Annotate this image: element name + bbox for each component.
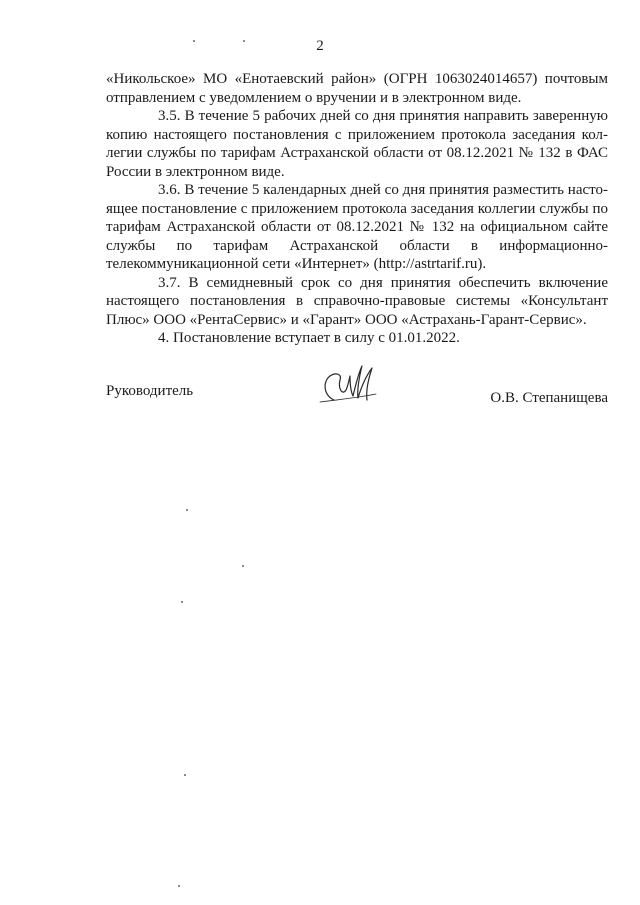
paragraph-4: 4. Постановление вступает в силу с 01.01.2022.	[158, 330, 460, 346]
scan-speck	[243, 40, 245, 42]
handwritten-signature	[316, 360, 396, 408]
scan-speck	[242, 565, 244, 567]
scan-speck	[181, 601, 183, 603]
document-body	[106, 70, 608, 348]
page-number: 2	[316, 38, 324, 54]
scan-speck	[193, 40, 195, 42]
paragraph-3-7: 3.7. В семидневный срок со дня принятия обеспечить включение настоящего постановления в справочно-правовые системы «Консультант Плюс» ООО «РентаСервис» и «Гарант» ООО «Астрахань-Гарант-Сервис».	[106, 274, 608, 328]
paragraph-3-6: 3.6. В течение 5 календарных дней со дня принятия разместить настоящее постановление с приложением протокола заседания коллегии службы по тарифам Астраханской области от 08.12.2021 № 132 на официальном сайте службы по тарифам Астраханской области в информационно-телекоммуникационной сети «Интернет» (http://astrtarif.ru).	[106, 182, 608, 272]
scan-speck	[186, 509, 188, 511]
paragraph-continuation: «Никольское» МО «Енотаевский район» (ОГРН 1063024014657) почтовым отправлением с уведомлением о вручении и в электронном виде.	[106, 71, 608, 106]
signer-title: Руководитель	[106, 383, 194, 399]
scan-speck	[184, 774, 186, 776]
scan-speck	[178, 885, 180, 887]
signer-name: О.В. Степанищева	[490, 390, 608, 406]
signature-block	[106, 360, 608, 410]
paragraph-3-5: 3.5. В течение 5 рабочих дней со дня принятия направить заверенную копию настоящего постановления с приложением протокола заседания коллегии службы по тарифам Астраханской области от 08.12.2021 № 132 в ФАС России в электронном виде.	[106, 108, 608, 180]
